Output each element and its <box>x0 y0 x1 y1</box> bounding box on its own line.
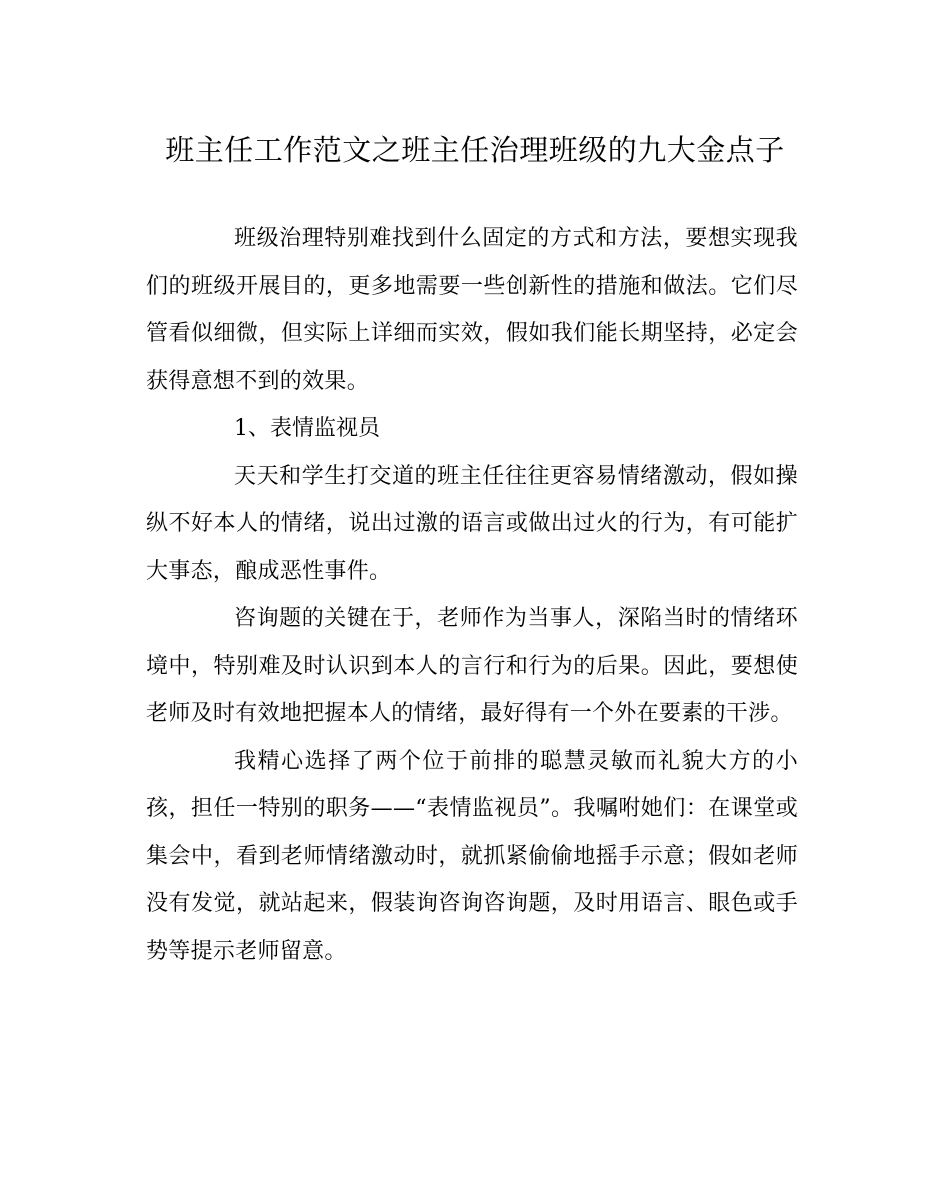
paragraph-intro: 班级治理特别难找到什么固定的方式和方法，要想实现我们的班级开展目的，更多地需要一些创新性的措施和做法。它们尽管看似细微，但实际上详细而实效，假如我们能长期坚持，必定会获得意想不到的效果。 <box>146 226 798 394</box>
document-body <box>146 215 798 975</box>
document-title: 班主任工作范文之班主任治理班级的九大金点子 <box>165 133 785 167</box>
paragraph-2: 咨询题的关键在于，老师作为当事人，深陷当时的情绪环境中，特别难及时认识到本人的言行和行为的后果。因此，要想使老师及时有效地把握本人的情绪，最好得有一个外在要素的干涉。 <box>146 606 798 726</box>
section-heading-1: 1、表情监视员 <box>234 416 380 441</box>
paragraph-1: 天天和学生打交道的班主任往往更容易情绪激动，假如操纵不好本人的情绪，说出过激的语言或做出过火的行为，有可能扩大事态，酿成恶性事件。 <box>146 463 798 584</box>
paragraph-3: 我精心选择了两个位于前排的聪慧灵敏而礼貌大方的小孩，担任一特别的职务——“表情监视员”。我嘱咐她们：在课堂或集会中，看到老师情绪激动时，就抓紧偷偷地摇手示意；假如老师没有发觉，就站起来，假装询咨询咨询题，及时用语言、眼色或手势等提示老师留意。 <box>146 748 798 964</box>
